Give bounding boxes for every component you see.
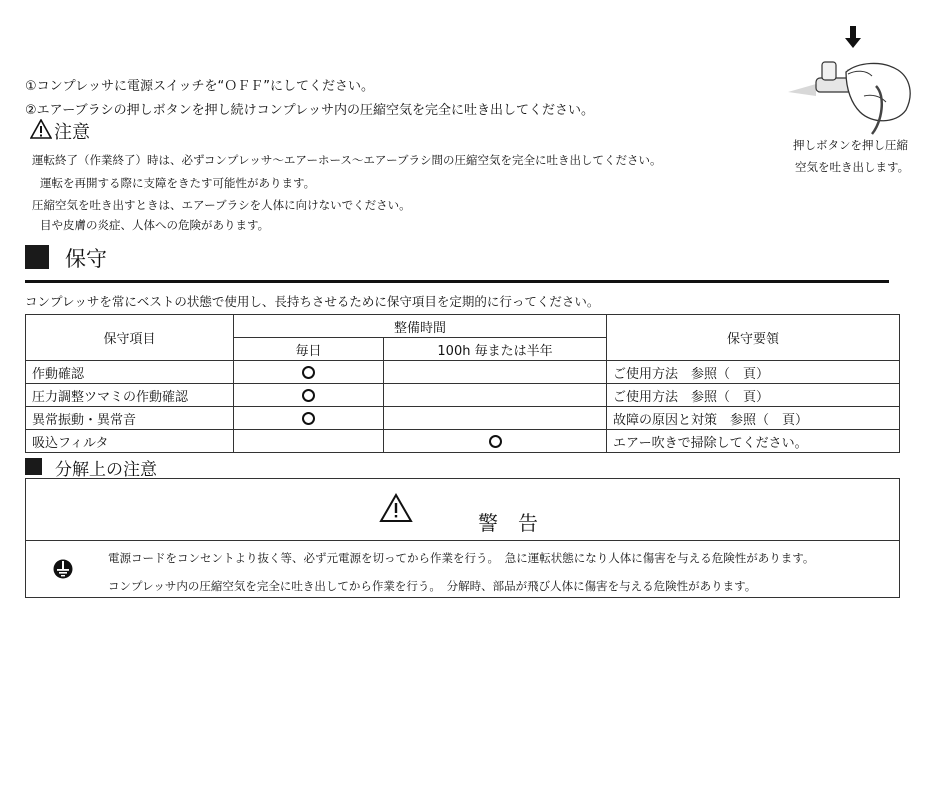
disassembly-title: 分解上の注意 [55, 460, 157, 480]
warning-title: 警 告 [478, 511, 538, 535]
check-circle-icon [302, 412, 315, 425]
warning-box [25, 478, 900, 598]
row-periodic-cell [384, 430, 607, 453]
row-daily-cell [234, 361, 384, 384]
table-row [26, 361, 900, 384]
row-procedure: エアー吹きで掃除してください。 [607, 430, 900, 453]
maintenance-intro: コンプレッサを常にベストの状態で使用し、長持ちさせるために保守項目を定期的に行ってください。 [25, 294, 600, 309]
header-periodic: 100h 毎または半年 [384, 338, 607, 361]
warning-divider [26, 540, 899, 541]
table-row [26, 430, 900, 453]
header-daily: 毎日 [234, 338, 384, 361]
section-square-icon [25, 245, 49, 269]
row-daily-cell [234, 384, 384, 407]
warning-line-1: 電源コードをコンセントより抜く等、必ず元電源を切ってから作業を行う。 急に運転状態になり人体に傷害を与える危険性があります。 [108, 551, 815, 565]
header-interval: 整備時間 [234, 315, 607, 338]
table-row [26, 407, 900, 430]
row-periodic-cell [384, 384, 607, 407]
illustration-caption-2: 空気を吐き出します。 [795, 160, 910, 174]
step-1: ①コンプレッサに電源スイッチを“ＯＦＦ”にしてください。 [25, 79, 374, 94]
check-circle-icon [302, 389, 315, 402]
check-circle-icon [302, 366, 315, 379]
header-procedure: 保守要領 [607, 315, 900, 361]
caution-note-2: 運転を再開する際に支障をきたす可能性があります。 [40, 176, 316, 190]
row-periodic-cell [384, 361, 607, 384]
caution-note-1: 運転終了（作業終了）時は、必ずコンプレッサ～エアーホース～エアーブラシ間の圧縮空気を完全に吐き出してください。 [32, 153, 662, 167]
check-circle-icon [489, 435, 502, 448]
illustration-caption-1: 押しボタンを押し圧縮 [793, 138, 908, 152]
header-item: 保守項目 [26, 315, 234, 361]
row-item: 吸込フィルタ [26, 430, 234, 453]
row-procedure: 故障の原因と対策 参照（ 頁） [607, 407, 900, 430]
caution-title: 注意 [54, 122, 90, 143]
row-item: 圧力調整ツマミの作動確認 [26, 384, 234, 407]
maintenance-table [25, 314, 900, 453]
section-square-icon [25, 458, 42, 475]
caution-note-3: 圧縮空気を吐き出すときは、エアーブラシを人体に向けないでください。 [32, 198, 411, 212]
row-procedure: ご使用方法 参照（ 頁） [607, 384, 900, 407]
row-daily-cell [234, 430, 384, 453]
row-daily-cell [234, 407, 384, 430]
row-periodic-cell [384, 407, 607, 430]
section-divider [25, 280, 889, 283]
step-2: ②エアーブラシの押しボタンを押し続けコンプレッサ内の圧縮空気を完全に吐き出してください。 [25, 103, 594, 118]
caution-note-4: 目や皮膚の炎症、人体への危険があります。 [40, 218, 270, 232]
table-row [26, 384, 900, 407]
row-item: 異常振動・異常音 [26, 407, 234, 430]
maintenance-title: 保守 [65, 247, 107, 271]
warning-line-2: コンプレッサ内の圧縮空気を完全に吐き出してから作業を行う。 分解時、部品が飛び人体に傷害を与える危険性があります。 [108, 579, 757, 593]
warning-triangle-icon [379, 493, 413, 523]
ground-icon [53, 557, 73, 581]
warning-triangle-icon [30, 119, 52, 139]
row-item: 作動確認 [26, 361, 234, 384]
airbrush-illustration [786, 24, 920, 136]
row-procedure: ご使用方法 参照（ 頁） [607, 361, 900, 384]
